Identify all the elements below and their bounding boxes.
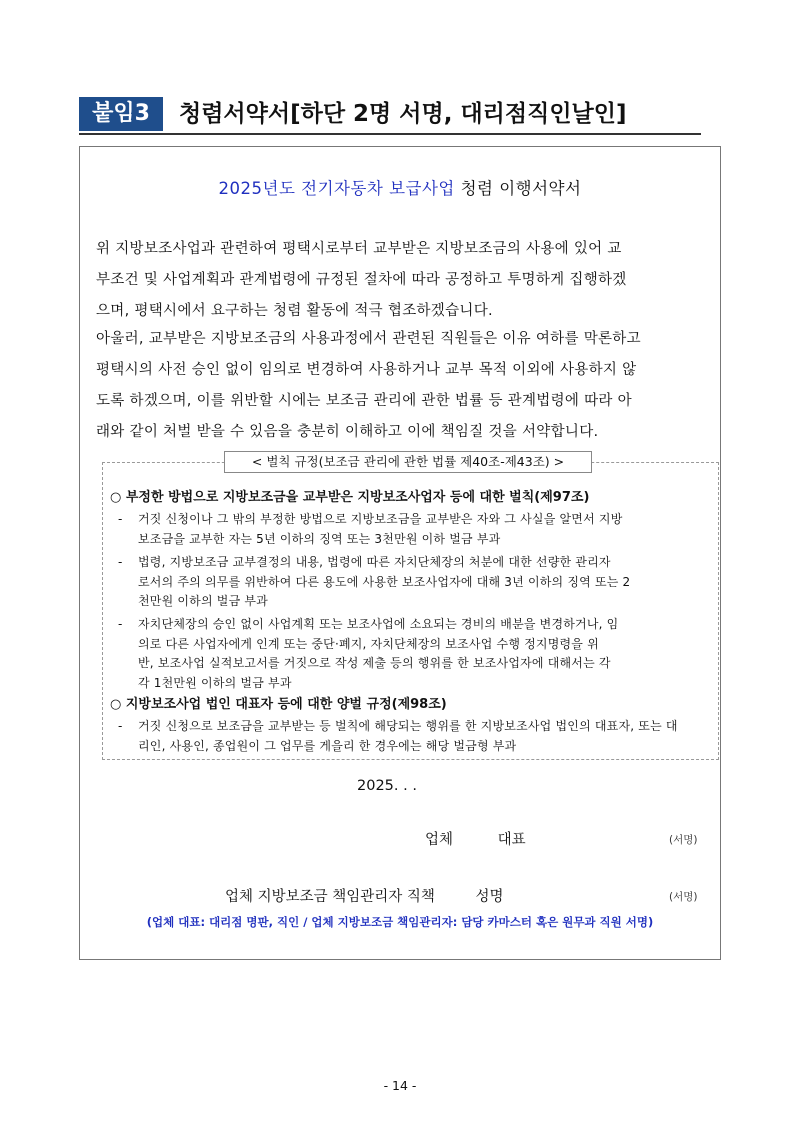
page-number: - 14 -: [383, 1078, 417, 1093]
signature-line-manager: [225, 885, 504, 906]
company-label: 업체: [425, 832, 454, 848]
attachment-title: 청렴서약서[하단 2명 서명, 대리점직인날인]: [179, 101, 627, 127]
pledge-title: [0, 175, 800, 199]
penalty-item: [118, 510, 714, 549]
penalty-item-line: 보조금을 교부한 자는 5년 이하의 징역 또는 3천만원 이하 벌금 부과: [138, 531, 501, 546]
paragraph-line: 위 지방보조사업과 관련하여 평택시로부터 교부받은 지방보조금의 사용에 있어 교: [96, 241, 622, 257]
paragraph-line: 래와 같이 처벌 받을 수 있음을 충분히 이해하고 이에 책임질 것을 서약합니다.: [96, 424, 599, 440]
penalty-item-line: 로서의 주의 의무를 위반하여 다른 용도에 사용한 보조사업자에 대해 3년 이하의 징역 또는 2: [138, 574, 631, 589]
penalty-box-title: < 벌칙 규정(보조금 관리에 관한 법률 제40조-제43조) >: [224, 451, 592, 473]
penalty-item-line: 거짓 신청이나 그 밖의 부정한 방법으로 지방보조금을 교부받은 자와 그 사실을 알면서 지방: [138, 512, 623, 526]
paragraph-line: 평택시의 사전 승인 없이 임의로 변경하여 사용하거나 교부 목적 이외에 사용하지 않: [96, 362, 637, 378]
representative-label: 대표: [497, 832, 526, 848]
signature-mark: (서명): [669, 891, 698, 903]
signature-line-representative: [425, 828, 526, 849]
penalty-item-line: 각 1천만원 이하의 벌금 부과: [138, 675, 292, 690]
bullet-dash: -: [118, 555, 123, 569]
document-header: [79, 97, 701, 131]
penalty-item-line: 천만원 이하의 벌금 부과: [138, 594, 268, 608]
penalty-item-line: 리인, 사용인, 종업원이 그 업무를 게을리 한 경우에는 해당 벌금형 부과: [138, 738, 517, 753]
penalty-section-2: ○ 지방보조사업 법인 대표자 등에 대한 양벌 규정(제98조): [110, 697, 447, 712]
penalty-item: [118, 717, 714, 756]
signature-mark: (서명): [669, 834, 698, 846]
penalty-item-line: 자치단체장의 승인 없이 사업계획 또는 보조사업에 소요되는 경비의 배분을 변경하거나, 임: [138, 617, 619, 631]
bullet-dash: -: [118, 617, 123, 631]
penalty-section-1: ○ 부정한 방법으로 지방보조금을 교부받은 지방보조사업자 등에 대한 벌칙(제97조): [110, 490, 590, 505]
manager-position-label: 업체 지방보조금 책임관리자 직책: [225, 889, 435, 905]
bullet-dash: -: [118, 719, 123, 733]
paragraph-line: 도록 하겠으며, 이를 위반할 시에는 보조금 관리에 관한 법률 등 관계법령에 따라 아: [96, 393, 632, 409]
penalty-item-line: 반, 보조사업 실적보고서를 거짓으로 작성 제출 등의 행위를 한 보조사업자에 대해서는 각: [138, 656, 611, 670]
paragraph-line: 아울러, 교부받은 지방보조금의 사용과정에서 관련된 직원들은 이유 여하를 막론하고: [96, 331, 641, 347]
bullet-dash: -: [118, 512, 123, 526]
signature-date: 2025. . .: [357, 778, 417, 794]
pledge-title-program: 2025년도 전기자동차 보급사업: [218, 179, 455, 198]
header-divider: [79, 133, 701, 135]
pledge-title-rest: 청렴 이행서약서: [460, 179, 582, 198]
penalty-item-line: 거짓 신청으로 보조금을 교부받는 등 벌칙에 해당되는 행위를 한 지방보조사업 법인의 대표자, 또는 대: [138, 719, 678, 733]
manager-name-label: 성명: [475, 889, 504, 905]
pledge-paragraph-2: [96, 324, 710, 448]
penalty-item-line: 법령, 지방보조금 교부결정의 내용, 법령에 따른 자치단체장의 처분에 대한 선량한 관리자: [138, 555, 611, 569]
paragraph-line: 부조건 및 사업계획과 관계법령에 규정된 절차에 따라 공정하고 투명하게 집행하겠: [96, 272, 627, 288]
penalty-item-line: 의로 다른 사업자에게 인계 또는 중단·폐지, 자치단체장의 보조사업 수행 정지명령을 위: [138, 636, 599, 651]
attachment-tag: 붙임3: [79, 97, 163, 131]
paragraph-line: 으며, 평택시에서 요구하는 청렴 활동에 적극 협조하겠습니다.: [96, 303, 493, 319]
pledge-paragraph-1: [96, 234, 710, 327]
penalty-item: [118, 615, 714, 693]
signature-note: (업체 대표: 대리점 명판, 직인 / 업체 지방보조금 책임관리자: 담당 카마스터 혹은 원무과 직원 서명): [146, 915, 654, 929]
penalty-item: [118, 553, 714, 612]
